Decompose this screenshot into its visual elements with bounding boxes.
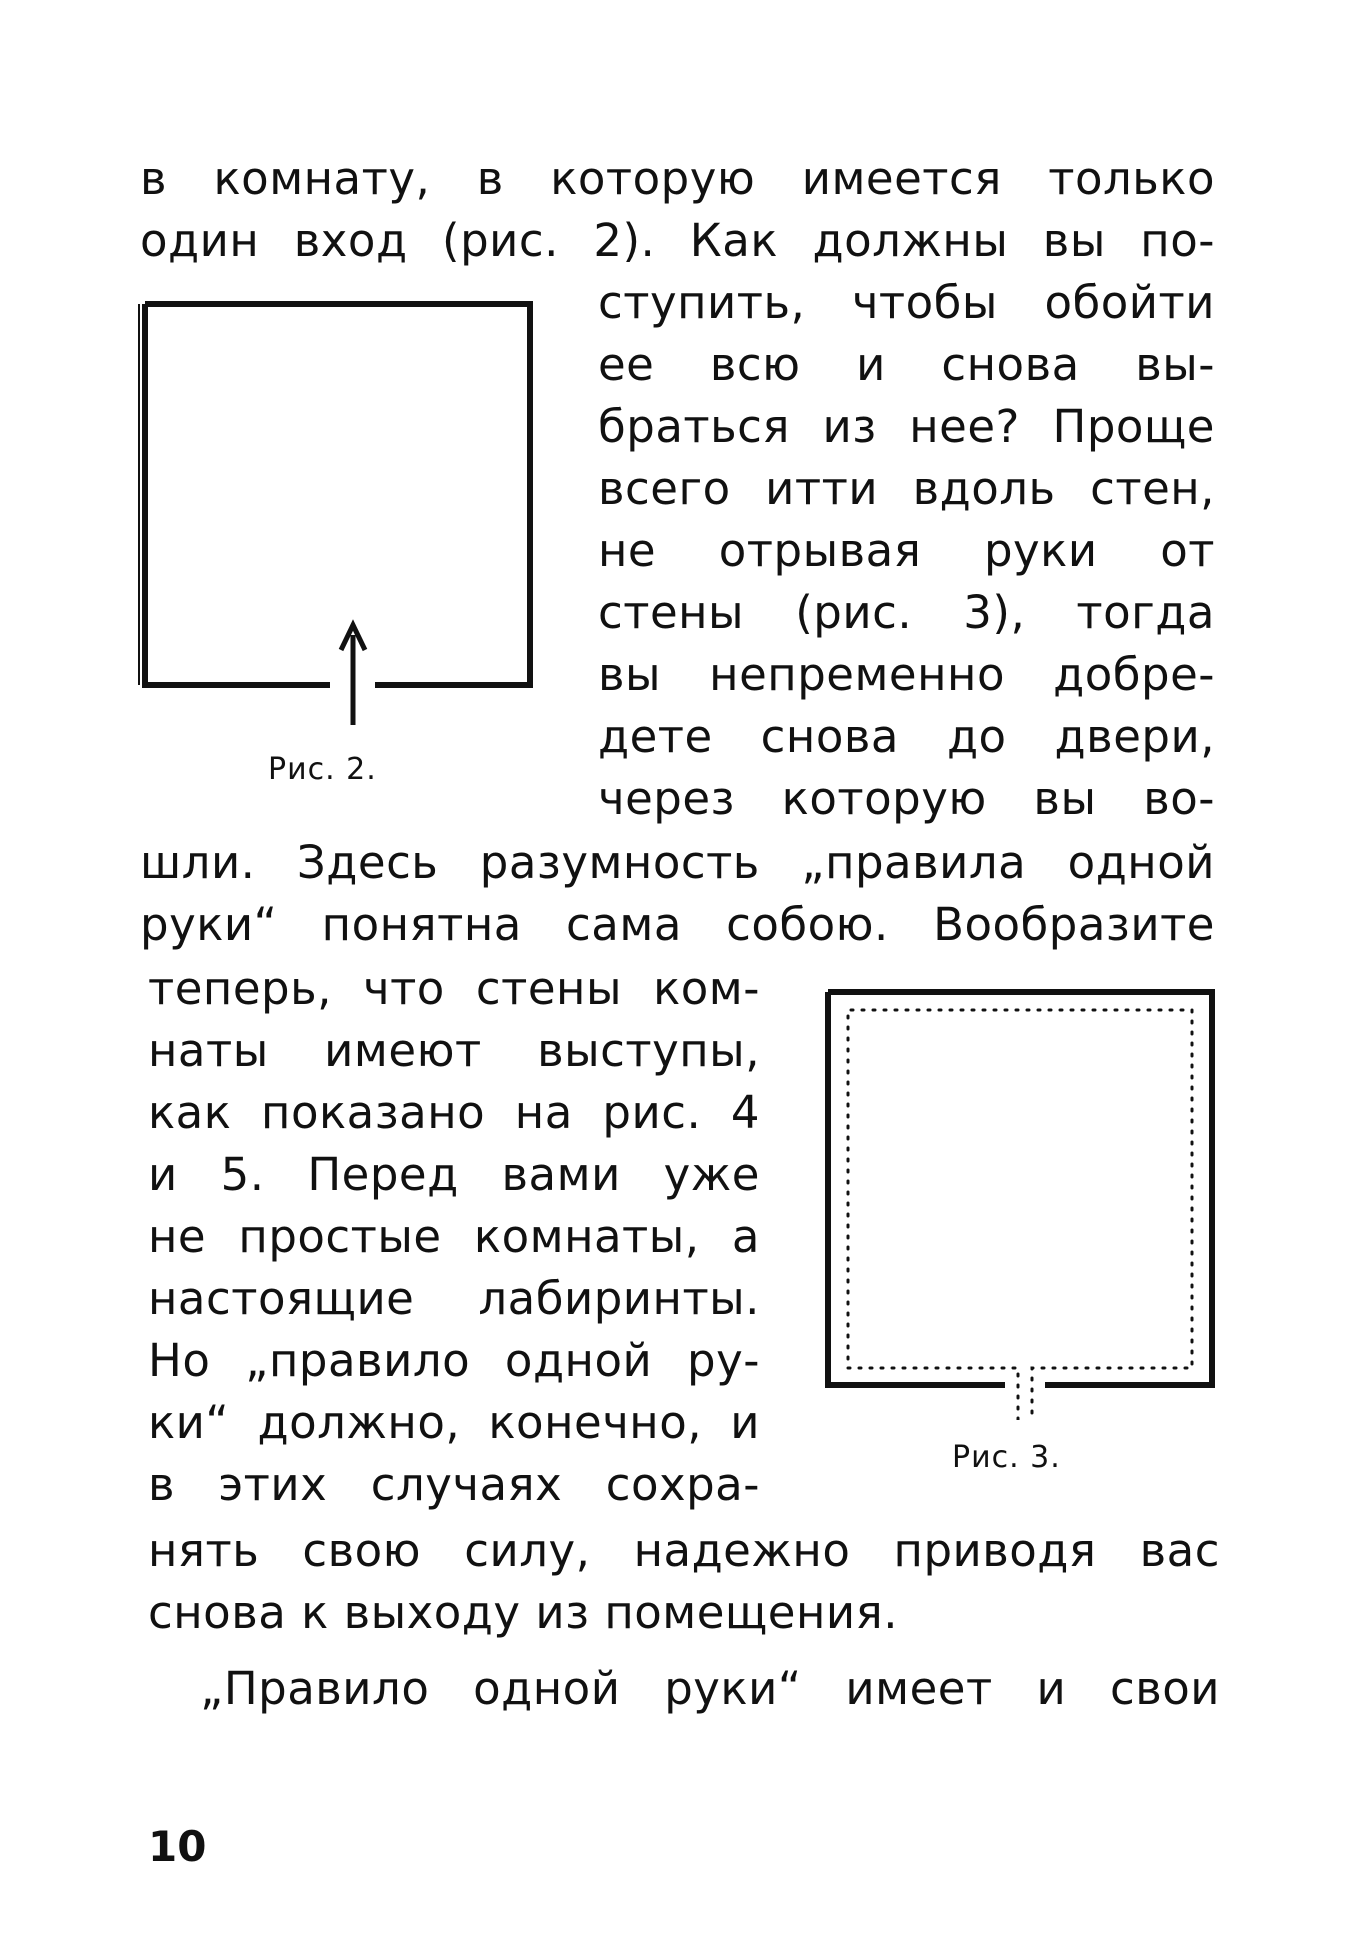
text-line: настоящие лабиринты. — [148, 1272, 760, 1325]
text-line: теперь, что стены ком- — [148, 962, 760, 1015]
text-line: браться из нее? Проще — [598, 400, 1215, 453]
text-line: ступить, чтобы обойти — [598, 276, 1215, 329]
text-line: нять свою силу, надежно приводя вас — [148, 1524, 1220, 1577]
figure-2-room — [135, 290, 535, 730]
text-line: вы непременно добре- — [598, 648, 1215, 701]
text-line: как показано на рис. 4 — [148, 1086, 760, 1139]
text-line: всего итти вдоль стен, — [598, 462, 1215, 515]
text-line: наты имеют выступы, — [148, 1024, 760, 1077]
text-line: в этих случаях сохра- — [148, 1458, 760, 1511]
text-line: не отрывая руки от — [598, 524, 1215, 577]
fig3-dotted-path — [848, 1010, 1192, 1420]
figure-3-room-path — [820, 980, 1220, 1420]
text-line: ее всю и снова вы- — [598, 338, 1215, 391]
text-line: в комнату, в которую имеется только — [140, 152, 1215, 205]
figure-2-caption: Рис. 2. — [268, 752, 377, 787]
text-line: ки“ должно, конечно, и — [148, 1396, 760, 1449]
fig2-walls — [145, 304, 530, 685]
text-line: не простые комнаты, а — [148, 1210, 760, 1263]
text-line: и 5. Перед вами уже — [148, 1148, 760, 1201]
text-line: стены (рис. 3), тогда — [598, 586, 1215, 639]
text-line: дете снова до двери, — [598, 710, 1215, 763]
figure-3-caption: Рис. 3. — [952, 1440, 1061, 1475]
text-line: „Правило одной руки“ имеет и свои — [200, 1662, 1220, 1715]
fig3-walls — [828, 992, 1212, 1385]
text-line: руки“ понятна сама собою. Вообразите — [140, 898, 1215, 951]
page-number: 10 — [148, 1822, 207, 1871]
text-line: Но „правило одной ру- — [148, 1334, 760, 1387]
text-line: один вход (рис. 2). Как должны вы по- — [140, 214, 1215, 267]
text-line: шли. Здесь разумность „правила одной — [140, 836, 1215, 889]
text-line: через которую вы во- — [598, 772, 1215, 825]
text-line: снова к выходу из помещения. — [148, 1586, 899, 1639]
